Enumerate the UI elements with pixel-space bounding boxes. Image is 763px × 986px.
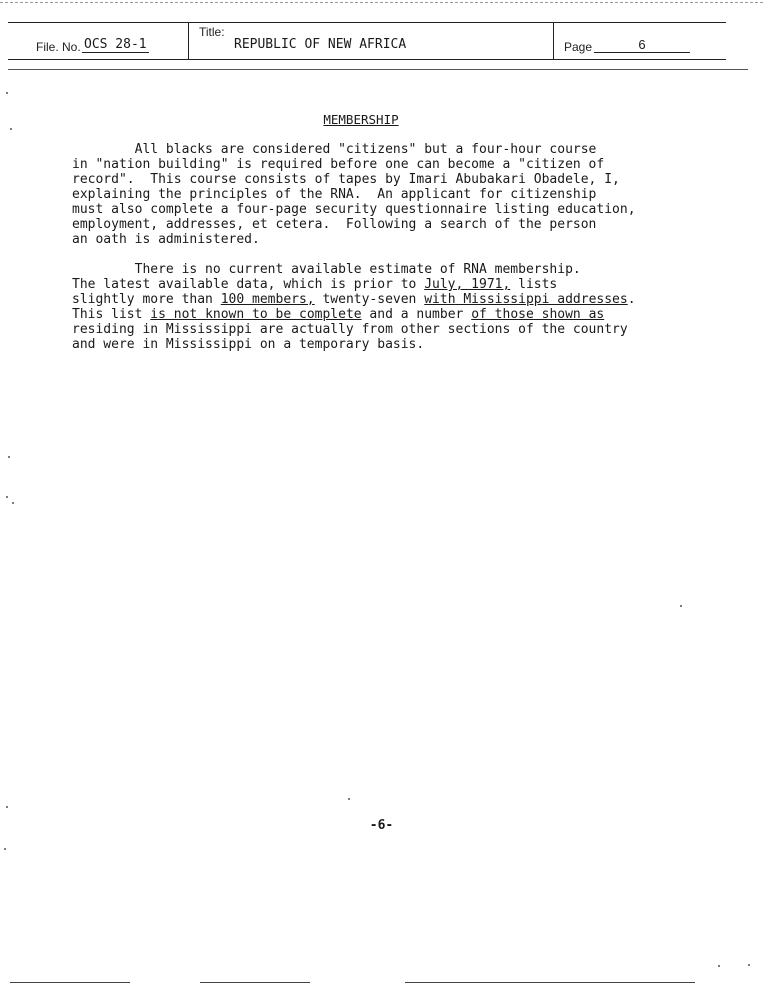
text-run: The latest available data, which is prior to xyxy=(72,277,425,292)
text-run: and a number xyxy=(361,307,472,322)
title-label: Title: xyxy=(199,25,225,39)
bottom-rule xyxy=(405,982,695,983)
paragraph-line: in "nation building" is required before one can become a "citizen of xyxy=(72,157,605,172)
scan-speck xyxy=(348,798,350,800)
section-heading xyxy=(0,112,722,127)
paragraph-line: There is no current available estimate of RNA membership. xyxy=(72,262,581,277)
header-rule xyxy=(8,69,748,70)
paragraph-line: an oath is administered. xyxy=(72,232,260,247)
file-cell xyxy=(8,23,188,59)
underlined-phrase: is not known to be complete xyxy=(150,307,362,322)
bottom-rule xyxy=(200,982,310,983)
text-run: slightly more than xyxy=(72,292,221,307)
underlined-date: July, 1971, xyxy=(424,277,511,292)
scan-speck xyxy=(6,806,8,808)
section-heading-text: MEMBERSHIP xyxy=(323,112,399,127)
header-form xyxy=(8,22,726,60)
paragraph-1 xyxy=(72,142,732,247)
file-label: File. No. xyxy=(36,40,81,54)
paragraph-line xyxy=(72,277,732,292)
document-title: REPUBLIC OF NEW AFRICA xyxy=(234,37,407,52)
scan-speck xyxy=(12,502,14,504)
text-run: This list xyxy=(72,307,151,322)
scan-speck xyxy=(748,964,750,966)
footer-page-number: -6- xyxy=(369,818,394,833)
scan-speck xyxy=(680,605,682,607)
underlined-phrase: of those shown as xyxy=(471,307,605,322)
scan-speck xyxy=(718,965,720,967)
paragraph-line: and were in Mississippi on a temporary basis. xyxy=(72,337,425,352)
paragraph-line: record". This course consists of tapes by Imari Abubakari Obadele, I, xyxy=(72,172,620,187)
paragraph-line xyxy=(72,292,732,307)
scan-speck xyxy=(8,456,10,458)
text-run: lists xyxy=(510,277,558,292)
underlined-count: 100 members, xyxy=(220,292,315,307)
page-label: Page xyxy=(564,40,593,54)
scan-speck xyxy=(6,92,8,94)
paragraph-line: must also complete a four-page security questionnaire listing education, xyxy=(72,202,636,217)
text-run: . xyxy=(627,292,636,307)
scan-speck xyxy=(10,128,12,130)
text-run: twenty-seven xyxy=(314,292,425,307)
scan-speck xyxy=(4,848,6,850)
bottom-rule xyxy=(10,982,130,983)
page-cell xyxy=(554,23,726,59)
paragraph-line: employment, addresses, et cetera. Following a search of the person xyxy=(72,217,597,232)
file-number: OCS 28-1 xyxy=(84,37,147,52)
paragraph-line: All blacks are considered "citizens" but a four-hour course xyxy=(72,142,597,157)
paragraph-line xyxy=(72,307,732,322)
underlined-phrase: with Mississippi addresses xyxy=(424,292,628,307)
scan-speck xyxy=(6,496,8,498)
top-perforation xyxy=(0,2,763,3)
paragraph-line: explaining the principles of the RNA. An applicant for citizenship xyxy=(72,187,597,202)
title-cell xyxy=(188,23,554,59)
paragraph-2 xyxy=(72,262,732,352)
header-page-number: 6 xyxy=(594,37,690,53)
paragraph-line: residing in Mississippi are actually from other sections of the country xyxy=(72,322,628,337)
